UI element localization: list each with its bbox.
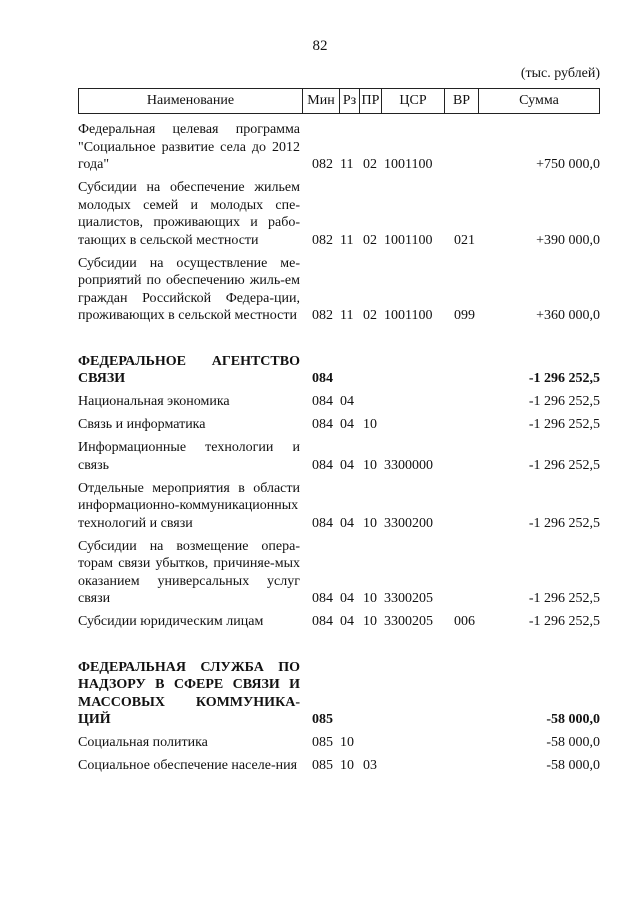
page-number: 82 <box>312 38 328 54</box>
table-row <box>78 179 600 249</box>
row-pr: 10 <box>363 457 377 473</box>
row-sum: -1 296 252,5 <box>528 394 600 409</box>
row-rz: 10 <box>340 758 354 773</box>
row-pr: 10 <box>363 614 377 629</box>
row-sum: -1 296 252,5 <box>528 591 600 606</box>
table-body <box>78 121 600 780</box>
row-csr: 3300200 <box>384 515 433 531</box>
row-min: 084 <box>312 394 333 409</box>
row-name: Отдельные мероприятия в области информационно-коммуникационных технологий и связи <box>78 480 300 531</box>
row-vr: 099 <box>454 308 475 323</box>
header-sum: Сумма <box>479 89 600 114</box>
header-min: Мин <box>303 89 340 114</box>
row-name: Социальная политика <box>78 735 208 750</box>
row-pr: 10 <box>363 591 377 606</box>
row-sum: +750 000,0 <box>536 157 600 172</box>
row-name: Федеральная целевая программа "Социальное развитие села до 2012 года" <box>78 122 300 172</box>
row-sum: -58 000,0 <box>546 758 600 773</box>
row-vr: 006 <box>454 614 475 629</box>
row-pr: 03 <box>363 758 377 773</box>
header-name: Наименование <box>79 89 303 114</box>
row-vr: 021 <box>454 232 475 248</box>
header-csr: ЦСР <box>382 89 445 114</box>
row-sum: +390 000,0 <box>536 232 600 248</box>
row-rz: 11 <box>340 232 354 248</box>
table-row <box>78 538 600 608</box>
row-sum: -58 000,0 <box>546 735 600 750</box>
row-min: 082 <box>312 232 333 248</box>
row-min: 084 <box>312 371 333 386</box>
row-sum: -1 296 252,5 <box>528 417 600 432</box>
row-min: 084 <box>312 515 333 531</box>
table-row <box>78 255 600 325</box>
row-csr: 1001100 <box>384 157 433 172</box>
units-label: (тыс. рублей) <box>520 66 600 81</box>
row-rz: 04 <box>340 591 354 606</box>
row-sum: -1 296 252,5 <box>528 457 600 473</box>
row-csr: 1001100 <box>384 232 433 248</box>
table-row <box>78 613 600 631</box>
row-min: 084 <box>312 614 333 629</box>
row-min: 085 <box>312 712 333 727</box>
row-name: ФЕДЕРАЛЬНОЕ АГЕНТСТВО СВЯЗИ <box>78 353 300 386</box>
table-row <box>78 121 600 174</box>
row-min: 082 <box>312 308 333 323</box>
row-csr: 3300000 <box>384 457 433 473</box>
row-min: 085 <box>312 735 333 750</box>
row-name: Связь и информатика <box>78 417 206 432</box>
row-sum: -1 296 252,5 <box>528 371 600 386</box>
header-vr: ВР <box>445 89 479 114</box>
row-pr: 10 <box>363 515 377 531</box>
row-name: Социальное обеспечение населе-ния <box>78 758 298 773</box>
row-sum: +360 000,0 <box>536 308 600 323</box>
row-csr: 1001100 <box>384 308 433 323</box>
row-name: ФЕДЕРАЛЬНАЯ СЛУЖБА ПО НАДЗОРУ В СФЕРЕ СВЯЗИ И МАССОВЫХ КОММУНИКА-ЦИЙ <box>78 659 300 727</box>
row-rz: 11 <box>340 308 354 323</box>
row-name: Субсидии на возмещение опера-торам связи убытков, причиняе-мых оказанием универсальных услуг связи <box>78 538 300 606</box>
row-rz: 11 <box>340 157 354 172</box>
row-rz: 04 <box>340 394 354 409</box>
row-rz: 10 <box>340 735 354 750</box>
row-pr: 02 <box>363 157 377 172</box>
row-name: Субсидии юридическим лицам <box>78 614 264 629</box>
row-min: 084 <box>312 417 333 432</box>
row-name: Национальная экономика <box>78 394 230 409</box>
table-row <box>78 439 600 474</box>
table-row <box>78 757 600 775</box>
section-row <box>78 659 600 729</box>
row-sum: -1 296 252,5 <box>528 515 600 531</box>
row-rz: 04 <box>340 457 354 473</box>
table-row <box>78 734 600 752</box>
table-header <box>78 88 600 114</box>
section-row <box>78 353 600 388</box>
table-row <box>78 416 600 434</box>
row-name: Субсидии на осуществление ме-роприятий по обеспечению жиль-ем граждан Российской Федера-ции, проживающих в сельской местности <box>78 255 300 323</box>
table-row <box>78 393 600 411</box>
row-pr: 02 <box>363 232 377 248</box>
row-sum: -58 000,0 <box>546 712 600 727</box>
row-csr: 3300205 <box>384 591 433 606</box>
row-sum: -1 296 252,5 <box>528 614 600 629</box>
table-row <box>78 480 600 533</box>
row-csr: 3300205 <box>384 614 433 629</box>
row-min: 085 <box>312 758 333 773</box>
header-rz: Рз <box>340 89 360 114</box>
row-name: Субсидии на обеспечение жильем молодых семей и молодых спе-циалистов, проживающих и рабо-тающих в сельской местности <box>78 180 300 248</box>
row-name: Информационные технологии и связь <box>78 440 300 473</box>
row-min: 082 <box>312 157 333 172</box>
row-min: 084 <box>312 591 333 606</box>
row-pr: 02 <box>363 308 377 323</box>
header-pr: ПР <box>360 89 382 114</box>
row-rz: 04 <box>340 614 354 629</box>
row-rz: 04 <box>340 417 354 432</box>
row-rz: 04 <box>340 515 354 531</box>
row-min: 084 <box>312 457 333 473</box>
row-pr: 10 <box>363 417 377 432</box>
